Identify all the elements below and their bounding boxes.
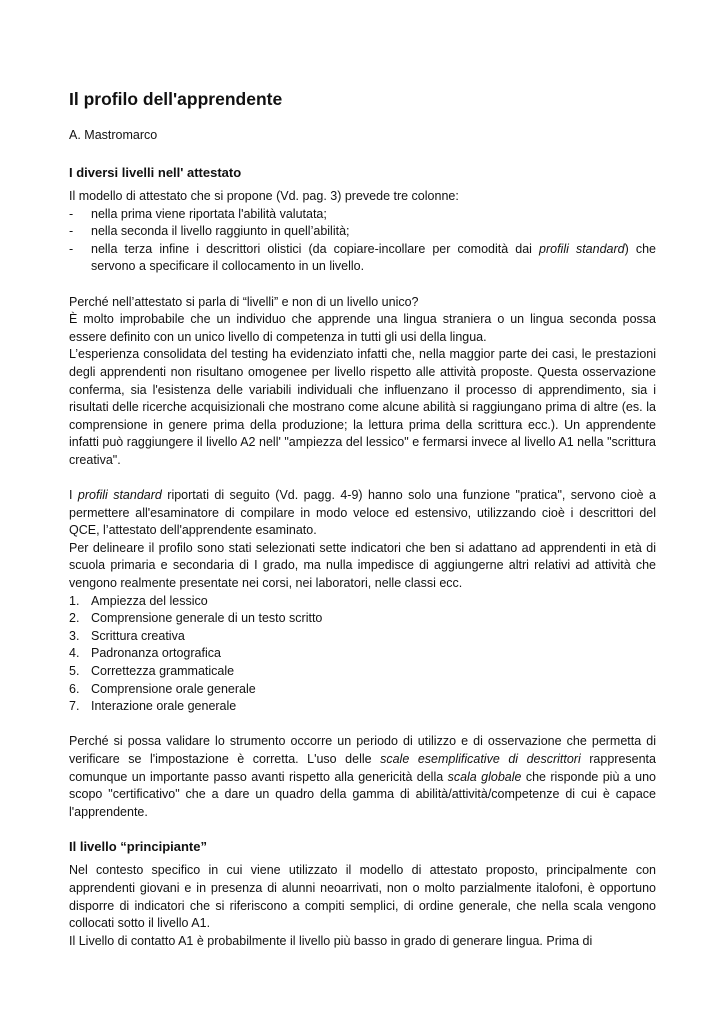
list-item: - nella prima viene riportata l'abilità valutata; bbox=[69, 206, 327, 221]
paragraph: Il Livello di contatto A1 è probabilmente il livello più basso in grado di generare lingua. Prima di bbox=[69, 933, 593, 948]
page-title: Il profilo dell'apprendente bbox=[69, 89, 283, 109]
indicator-list bbox=[69, 593, 656, 716]
section-heading-levels: I diversi livelli nell' attestato bbox=[69, 165, 242, 180]
list-item: - nella terza infine i descrittori olistici (da copiare-incollare per comodità dai profili standard) che servono a specificare il collocamento in un livello. bbox=[69, 241, 656, 274]
list-item: 1. Ampiezza del lessico bbox=[69, 593, 208, 608]
section-heading-beginner: Il livello “principiante” bbox=[69, 839, 207, 855]
paragraph-profiles: I profili standard riportati di seguito (Vd. pagg. 4-9) hanno solo una funzione "pratica", servono cioè a permettere all'esaminatore di compilare in modo veloce ed estensivo, utilizzando cioè i descrittori del QCE, l’attestato dell'apprendente esaminato. bbox=[69, 488, 656, 538]
list-item: 4. Padronanza ortografica bbox=[69, 646, 221, 661]
list-item: 5. Correttezza grammaticale bbox=[69, 664, 235, 679]
list-item: 6. Comprensione orale generale bbox=[69, 681, 256, 696]
list-item: 3. Scrittura creativa bbox=[69, 628, 185, 643]
list-item: 7. Interazione orale generale bbox=[69, 699, 237, 714]
list-item: 2. Comprensione generale di un testo scritto bbox=[69, 611, 323, 626]
paragraph-question: Perché nell’attestato si parla di “livelli” e non di un livello unico? bbox=[69, 294, 419, 309]
column-list bbox=[69, 206, 656, 276]
author: A. Mastromarco bbox=[69, 128, 158, 142]
paragraph: Nel contesto specifico in cui viene utilizzato il modello di attestato proposto, principalmente con apprendenti giovani e in presenza di alunni neoarrivati, non o molto parzialmente italofoni, è opportuno disporre di indicatori che si riferiscono a compiti semplici, di ordine generale, che nella scala vengono collocati sotto il livello A1. bbox=[69, 863, 656, 931]
paragraph: È molto improbabile che un individuo che apprende una lingua straniera o un lingua seconda possa essere definito con un unico livello di competenza in tutti gli usi della lingua. bbox=[69, 312, 656, 344]
paragraph-intro: Il modello di attestato che si propone (Vd. pag. 3) prevede tre colonne: bbox=[69, 189, 459, 203]
paragraph: Per delineare il profilo sono stati selezionati sette indicatori che ben si adattano ad apprendenti in età di scuola primaria e secondaria di I grado, ma nulla impedisce di aggiungerne altri relativi ad attività che vengono realmente presentate nei corsi, nei laboratori, nelle classi ecc. bbox=[69, 540, 656, 591]
paragraph-validation: Perché si possa validare lo strumento occorre un periodo di utilizzo e di osservazione che permetta di verificare se l'impostazione è corretta. L'uso delle scale esemplificative di descrittori rappresenta comunque un importante passo avanti rispetto alla genericità della scala globale che risponde più a uno scopo "certificativo" che a dare un quadro della gamma di abilità/attività/competenze di cui è capace l'apprendente. bbox=[69, 734, 656, 819]
paragraph: L’esperienza consolidata del testing ha evidenziato infatti che, nella maggior parte dei casi, le prestazioni degli apprendenti non risultano omogenee per livello rispetto alle attività proposte. Questa osservazione conferma, sia l'esistenza delle variabili individuali che influenzano il processo di apprendimento, sia i risultati delle ricerche acquisizionali che mostrano come alcune abilità si raggiungano prima di altre (es. la comprensione in genere prima della produzione; la lettura prima della scrittura ecc.). Un apprendente infatti può raggiungere il livello A2 nell' "ampiezza del lessico" e fermarsi invece al livello A1 nella "scrittura creativa". bbox=[69, 347, 656, 467]
list-item: - nella seconda il livello raggiunto in quell’abilità; bbox=[69, 224, 350, 239]
